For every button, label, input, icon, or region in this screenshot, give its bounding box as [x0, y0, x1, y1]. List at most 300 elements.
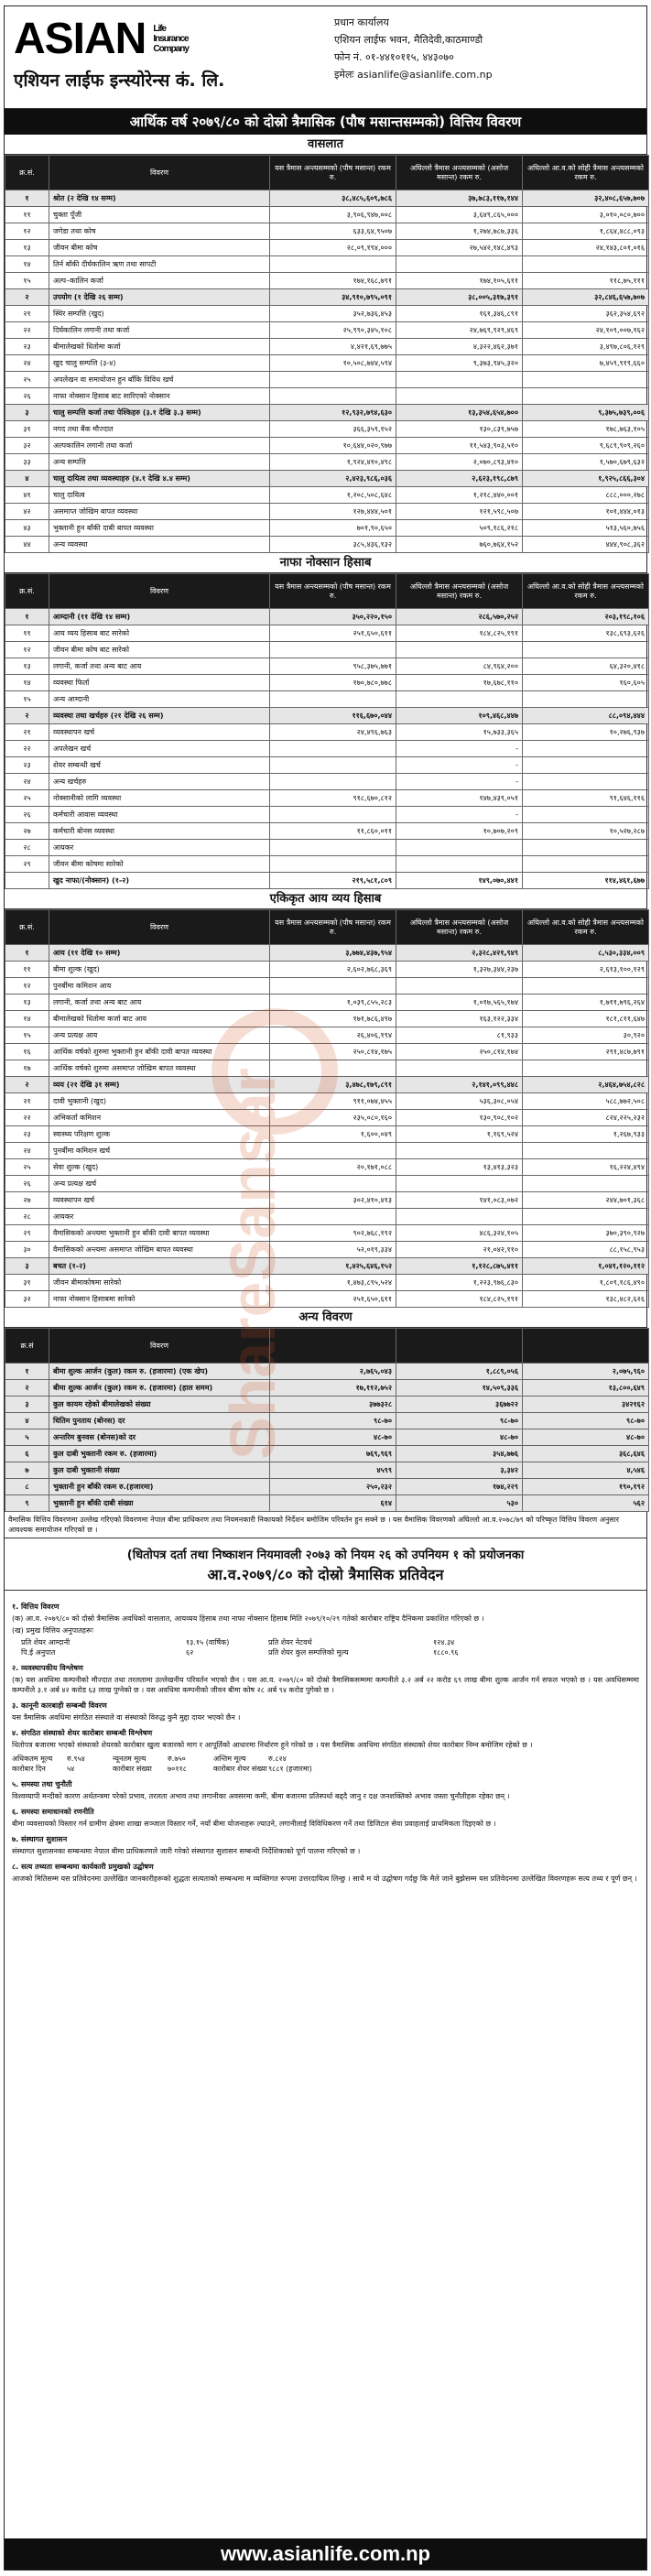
- row-value: [396, 856, 523, 873]
- row-number: २९: [5, 856, 49, 873]
- office-address: प्रधान कार्यालय एशियन लाईफ भवन, मैतिदेवी,काठमाण्डौ फोन नं. ०१-४४१०११५, ४४३०७० इमेलः asianlife@asianlife.com.np: [334, 16, 493, 81]
- row-value: [396, 1176, 523, 1192]
- row-value: ५३०: [396, 1495, 523, 1512]
- regulation-reference: (धितोपत्र दर्ता तथा निष्काशन नियमावली २०७३ को नियम २६ को उपनियम १ को प्रयोजनका: [126, 1549, 525, 1562]
- row-value: [523, 642, 649, 658]
- table-row: [5, 454, 649, 471]
- row-number: ४१: [5, 487, 49, 504]
- row-value: ३०,९२०: [523, 1027, 649, 1044]
- row-value: [523, 1209, 649, 1225]
- row-value: ७,४५९,९१९,६६०: [523, 355, 649, 372]
- row-value: ३६७७२२: [396, 1397, 523, 1413]
- row-value: १,२२३,९७६,८३०: [396, 1275, 523, 1291]
- row-value: [270, 978, 396, 995]
- table-row: [5, 207, 649, 223]
- table-row: [5, 1429, 649, 1446]
- report-section-heading: २. व्यवस्थापकीय विश्लेषण: [12, 1664, 83, 1672]
- column-header: यस त्रैमास अन्त्यसम्मको (पौष मसान्त) रकम रु.: [270, 156, 396, 190]
- table-row: [5, 1011, 649, 1027]
- table-row: [5, 1275, 649, 1291]
- row-value: ३६८,६४६: [523, 1446, 649, 1462]
- company-name-nepali: एशियन लाईफ इन्स्योरेन्स कं. लि.: [14, 71, 225, 91]
- row-value: २८६,५७०,२५२: [396, 609, 523, 625]
- row-number: ४३: [5, 520, 49, 537]
- row-value: ४८-७०: [270, 1429, 396, 1446]
- row-value: ९,६८९,९०९,२६०: [523, 438, 649, 454]
- row-value: [523, 372, 649, 388]
- row-value: १७४,१६८,७९१: [270, 273, 396, 289]
- row-value: [270, 642, 396, 658]
- row-label: आम्दानी (११ देखि १४ सम्म): [49, 609, 270, 625]
- row-value: ३६६,३५९,१५२: [270, 421, 396, 438]
- row-number: ३३: [5, 454, 49, 471]
- row-value: ९५८,३७५,७७१: [270, 658, 396, 675]
- column-header: अघिल्लो त्रैमास अन्त्यसम्मको (असोज मसान्त) रकम रु.: [396, 156, 523, 190]
- row-number: २१: [5, 724, 49, 741]
- row-value: ९,३७५,७३९,००६: [523, 405, 649, 421]
- row-number: २२: [5, 741, 49, 757]
- ratio-list: प्रति शेयर आम्दानी १३.१५ (वार्षिक) प्रति शेयर नेटवर्थ १२४.३४ पि.ई अनुपात ६२ प्रति शेयर कुल सम्पत्तिको मूल्य १८८०.९६: [21, 1638, 459, 1657]
- row-value: ११६,६७०,०४४: [270, 708, 396, 724]
- column-header: अघिल्लो त्रैमास अन्त्यसम्मको (असोज मसान्त) रकम रु.: [396, 910, 523, 945]
- table-row: [5, 1044, 649, 1060]
- report-section-heading: ६. समस्या समाधानको रणनीति: [12, 1808, 94, 1816]
- row-value: २६,४०६,१९४: [270, 1027, 396, 1044]
- row-label: अपलेखन वा समायोजन हुन बाँकि विविध खर्च: [49, 372, 270, 388]
- row-value: ३४,९१०,७९५,०९१: [270, 289, 396, 306]
- row-label: पुनर्बीमा कमिशन आय: [49, 978, 270, 995]
- row-value: -: [396, 741, 523, 757]
- other-details-table: [5, 1328, 649, 1512]
- row-value: १,९२५,८६६,३०४: [523, 471, 649, 487]
- row-number: ६: [5, 1446, 49, 1462]
- row-value: [523, 757, 649, 774]
- row-label: कुल दाबी भुक्तानी संख्या: [49, 1462, 270, 1479]
- row-value: [270, 774, 396, 790]
- row-label: शेयर सम्बन्धी खर्च: [49, 757, 270, 774]
- row-value: ९०२,७६८,१९२: [270, 1225, 396, 1242]
- row-value: [523, 840, 649, 856]
- row-value: ११८,७५,१११: [523, 273, 649, 289]
- table-row: [5, 1027, 649, 1044]
- report-section-heading: ५. समस्या तथा चुनौती: [12, 1780, 72, 1788]
- row-number: १२: [5, 223, 49, 240]
- row-value: [523, 807, 649, 823]
- column-header: यस त्रैमास अन्त्यसम्मको (पौष मसान्त) रकम रु.: [270, 574, 396, 609]
- row-value: ७०१,९०,६५०: [270, 520, 396, 537]
- row-label: जीवन बीमा कोषमा सारेको: [49, 856, 270, 873]
- logo-text: ASIAN: [14, 15, 146, 63]
- row-number: २१: [5, 1093, 49, 1110]
- row-value: ११,८६०,०११: [270, 823, 396, 840]
- row-value: २५०,८१४,१७४: [396, 1044, 523, 1060]
- row-label: बीमालेखको धितोमा कर्जा बाट आय: [49, 1011, 270, 1027]
- row-value: २,४६४,७५४,८२८: [523, 1077, 649, 1093]
- table-row: [5, 1413, 649, 1429]
- row-value: २,१४१,०९९,४४८: [396, 1077, 523, 1093]
- row-label: जीवन बीमा कोष बाट सारेको: [49, 642, 270, 658]
- table-row: [5, 1462, 649, 1479]
- row-value: २५०,२३२: [270, 1479, 396, 1495]
- table-row: [5, 1495, 649, 1512]
- row-value: ९,३७३,९४५,३२०: [396, 355, 523, 372]
- table-row: [5, 962, 649, 978]
- row-value: १,६००,०४९: [270, 1126, 396, 1143]
- row-number: १२: [5, 978, 49, 995]
- row-value: [270, 807, 396, 823]
- quarterly-report-body: [5, 1591, 646, 1889]
- row-value: २४४,७०१,३६८: [523, 1192, 649, 1209]
- row-number: १५: [5, 273, 49, 289]
- row-value: १,५७०,६७९,६३२: [523, 454, 649, 471]
- row-value: १७८,७६३,१०५: [523, 421, 649, 438]
- row-value: ११,५४३,९०३,५१०: [396, 438, 523, 454]
- row-value: १०,५२७,२८७: [523, 823, 649, 840]
- row-number: १६: [5, 1044, 49, 1060]
- report-paragraph: (क) आ.व. २०७९/८० को दोस्रो त्रैमासिक अवधिको वासलात, आयव्यय हिसाब तथा नाफा नोक्सान हिसाब मिति २०७९/१०/२९ गतेको कारोबार राष्ट्रिय दैनिकमा प्रकाशित गरिएको छ ।: [12, 1614, 484, 1623]
- row-label: व्यवस्थापन खर्च: [49, 724, 270, 741]
- row-value: १७४,१०५,६११: [396, 273, 523, 289]
- row-value: [523, 741, 649, 757]
- table-row: [5, 1242, 649, 1258]
- table-row: [5, 790, 649, 807]
- row-label: आय व्यय हिसाब बाट सारेको: [49, 625, 270, 642]
- row-number: २७: [5, 1192, 49, 1209]
- row-label: दिर्घकालिन लगानी तथा कर्जा: [49, 322, 270, 339]
- row-value: ९१८,६७०,८१२: [270, 790, 396, 807]
- report-section-heading: ३. कानूनी कारबाही सम्बन्धी विवरण: [12, 1701, 107, 1710]
- row-value: [270, 372, 396, 388]
- row-label: वैमासिकको अन्त्यमा असमाप्त जोखिम बापत व्यवस्था: [49, 1242, 270, 1258]
- row-value: [396, 256, 523, 273]
- table-row: [5, 823, 649, 840]
- row-label: वैमासिकको अन्त्यमा भुक्तानी हुन बाँकी दावी बापत व्यवस्था: [49, 1225, 270, 1242]
- table-row: [5, 273, 649, 289]
- row-value: [396, 691, 523, 708]
- row-value: [523, 856, 649, 873]
- table-header-row: [5, 574, 649, 609]
- row-value: [270, 1209, 396, 1225]
- row-value: २,६०२,७६८,३६९: [270, 962, 396, 978]
- row-value: ५२,०१९,३३४: [270, 1242, 396, 1258]
- row-value: ५६२: [523, 1495, 649, 1512]
- quarterly-report-title: आ.व.२०७९/८० को दोस्रो त्रैमासिक प्रतिवेदन: [5, 1564, 646, 1591]
- column-header: अघिल्लो त्रैमास अन्त्यसम्मको (असोज मसान्त) रकम रु.: [396, 574, 523, 609]
- row-label: चालु दायित्व: [49, 487, 270, 504]
- row-label: आय (११ देखि १० सम्म): [49, 945, 270, 962]
- row-value: [270, 1143, 396, 1159]
- row-number: ११: [5, 962, 49, 978]
- row-value: [523, 1060, 649, 1077]
- row-value: १७,११२,७५२: [270, 1380, 396, 1397]
- row-label: जीवन बीमा कोष: [49, 240, 270, 256]
- row-label: उपयोग (१ देखि २६ सम्म): [49, 289, 270, 306]
- row-number: ५: [5, 1429, 49, 1446]
- row-label: नगद तथा बैंक मौज्दात: [49, 421, 270, 438]
- row-value: ३,९०६,९४७,००८: [270, 207, 396, 223]
- table-row: [5, 757, 649, 774]
- row-label: व्यय (२१ देखि ३१ सम्म): [49, 1077, 270, 1093]
- column-header: अघिल्लो आ.व.को सोही त्रैमास अन्त्यसम्मको रकम रु.: [523, 574, 649, 609]
- row-value: १२,९३२,७९४,६३०: [270, 405, 396, 421]
- row-value: १३८,६९३,६२६: [523, 625, 649, 642]
- row-value: ३०२,४१०,४१३: [270, 1192, 396, 1209]
- table-row: [5, 807, 649, 823]
- income-expense-table: [5, 909, 649, 1308]
- column-header: [523, 1329, 649, 1364]
- row-value: ३८,००५,३१७,३९१: [396, 289, 523, 306]
- row-value: ४,३२२,४६२,३७१: [396, 339, 523, 355]
- row-label: बीमालेखको धितोमा कर्जा: [49, 339, 270, 355]
- table-row: [5, 421, 649, 438]
- row-value: १३०,९०८,१०२: [396, 1110, 523, 1126]
- column-header: क्र.सं.: [5, 156, 49, 190]
- row-value: ३५४,७७६: [396, 1446, 523, 1462]
- website-footer[interactable]: www.asianlife.com.np: [5, 2538, 646, 2570]
- row-number: २९: [5, 1225, 49, 1242]
- row-label: अन्य व्यवस्था: [49, 537, 270, 553]
- row-value: १४७,४३९,०५१: [396, 790, 523, 807]
- table-row: [5, 1077, 649, 1093]
- row-value: [270, 1060, 396, 1077]
- row-label: खुद नाफा/(नोक्सान) (१-२): [49, 873, 270, 889]
- row-value: [396, 978, 523, 995]
- row-label: पुनर्बीमा कमिशन खर्च: [49, 1143, 270, 1159]
- row-value: १०,२७६,९३७: [523, 724, 649, 741]
- column-header: विवरण: [49, 1329, 270, 1364]
- table-row: [5, 945, 649, 962]
- row-label: बीमा शुल्क (खुद): [49, 962, 270, 978]
- table-row: [5, 1380, 649, 1397]
- row-value: २७,५४२,१४८,४९३: [396, 240, 523, 256]
- row-value: ८८,०९४,४४४: [523, 708, 649, 724]
- row-value: २८,०९,१९४,०००: [270, 240, 396, 256]
- row-value: १६३,१२२,३३४: [396, 1011, 523, 1027]
- row-value: ३,६४९,८६५,०००: [396, 207, 523, 223]
- table-row: [5, 978, 649, 995]
- row-value: २४,१०९,००७,१६२: [523, 322, 649, 339]
- row-label: अन्य आम्दानी: [49, 691, 270, 708]
- row-value: ६४,३२०,४१८: [523, 658, 649, 675]
- table-row: [5, 1258, 649, 1275]
- row-value: ५८८,७७२,५०८: [523, 1093, 649, 1110]
- row-number: २: [5, 708, 49, 724]
- table-row: [5, 856, 649, 873]
- row-label: व्यवस्था तथा खर्चहरु (२१ देखि २६ सम्म): [49, 708, 270, 724]
- row-value: १७४,२२९: [396, 1479, 523, 1495]
- row-value: [523, 978, 649, 995]
- row-value: २,३२८,४२१,९४९: [396, 945, 523, 962]
- report-paragraph: बीमा व्यवसायको विस्तार गर्न ग्रामीण क्षेत्रमा शाखा सञ्जाल विस्तार गर्ने, नयाँ बीमा योजनाहरू ल्याउने, लगानीलाई विविधिकरण गर्ने तथा डिजिटल सेवा प्रवाहलाई प्राथमिकता दिइएको छ ।: [12, 1820, 496, 1828]
- row-label: लगानी, कर्जा तथा अन्य बाट आय: [49, 995, 270, 1011]
- row-value: २५१,६५०,६११: [270, 625, 396, 642]
- row-label: कुल दाबी भुक्तानी रकम रु. (हजारमा): [49, 1446, 270, 1462]
- column-header: अघिल्लो आ.व.को सोही त्रैमास अन्त्यसम्मको रकम रु.: [523, 910, 649, 945]
- report-paragraph: यस त्रैमासिक अवधिमा संगठित संस्थाले वा संस्थाको विरुद्ध कुनै मुद्दा दायर भएको छैन ।: [12, 1713, 241, 1722]
- row-value: ३४२१६२: [523, 1397, 649, 1413]
- row-value: [270, 856, 396, 873]
- row-number: २: [5, 1380, 49, 1397]
- row-value: २,०७५,९६०: [523, 1364, 649, 1380]
- row-label: धितिम पुनताय (बोनस) दर: [49, 1413, 270, 1429]
- row-value: ४८-७०: [523, 1429, 649, 1446]
- row-value: ८१,९३३: [396, 1027, 523, 1044]
- report-paragraph: (ख) प्रमुख वित्तिय अनुपातहरूः: [12, 1626, 93, 1635]
- row-value: ८,५३०,३३४,००९: [523, 945, 649, 962]
- row-label: आर्थिक वर्षको शुरुमा भुक्तानी हुन बाँकी दावी बापत व्यवस्था: [49, 1044, 270, 1060]
- row-value: ३,४९७,८०६,१२९: [523, 339, 649, 355]
- row-number: २३: [5, 339, 49, 355]
- row-number: ३: [5, 405, 49, 421]
- row-value: १६०,६०५: [523, 675, 649, 691]
- row-value: ६३३,६४,९५०७: [270, 223, 396, 240]
- row-label: भुक्तानी हुन बाँकी दाबी बापत व्यवस्था: [49, 520, 270, 537]
- row-label: व्यवस्था फिर्ता: [49, 675, 270, 691]
- row-number: [5, 873, 49, 889]
- row-value: १६,२२४,४९४: [523, 1159, 649, 1176]
- row-value: १८१,८११,६४७: [523, 1011, 649, 1027]
- table-row: [5, 609, 649, 625]
- row-value: ३,७७४,४३७,९५४: [270, 945, 396, 962]
- row-value: ४५९९: [270, 1462, 396, 1479]
- table-row: [5, 1176, 649, 1192]
- row-value: ५०९,१८६,२१८: [396, 520, 523, 537]
- row-number: १७: [5, 1060, 49, 1077]
- row-value: [270, 741, 396, 757]
- row-value: १८४,८२५,१९१: [396, 625, 523, 642]
- row-value: [396, 388, 523, 405]
- row-number: १: [5, 945, 49, 962]
- row-number: ७: [5, 1462, 49, 1479]
- row-value: ६१४: [270, 1495, 396, 1512]
- table-row: [5, 1225, 649, 1242]
- row-value: ९८-७०: [270, 1413, 396, 1429]
- row-value: १४१,०८३,०७२: [396, 1192, 523, 1209]
- row-value: २४,१४३,८०१,०१६: [523, 240, 649, 256]
- row-label: कर्मचारी बोनस व्यवस्था: [49, 823, 270, 840]
- table-row: [5, 1093, 649, 1110]
- row-value: ४,५४६: [523, 1462, 649, 1479]
- row-value: ५३६,३०८,०५४: [396, 1093, 523, 1110]
- row-value: ३८,४८५,६०९,७८६: [270, 190, 396, 207]
- row-value: १,२०८,५०८,६४८: [270, 487, 396, 504]
- row-number: २८: [5, 1209, 49, 1225]
- row-value: ३२,४०८,६५७,७०७: [523, 190, 649, 207]
- row-value: १७,६७८,११०: [396, 675, 523, 691]
- row-value: ३६२,३५४,६९२: [523, 306, 649, 322]
- row-label: जगेडा तथा कोष: [49, 223, 270, 240]
- row-value: ४८-७०: [396, 1429, 523, 1446]
- row-number: १३: [5, 658, 49, 675]
- row-value: ७६९,९६९: [270, 1446, 396, 1462]
- table-row: [5, 504, 649, 520]
- row-value: २३५,०८०,१६०: [270, 1110, 396, 1126]
- row-value: १२७,४४४,५०१: [270, 504, 396, 520]
- row-label: अल्प–कालिन कर्जा: [49, 273, 270, 289]
- row-number: १५: [5, 691, 49, 708]
- row-value: २,६२३,१९८,८७९: [396, 471, 523, 487]
- row-value: [396, 642, 523, 658]
- row-value: २५,९९०,३४५,१०८: [270, 322, 396, 339]
- table-row: [5, 675, 649, 691]
- row-label: असमाप्त जोखिम बापत व्यवस्था: [49, 504, 270, 520]
- row-value: १,८६४,४८८,०९३: [523, 223, 649, 240]
- row-value: १,३२७,३४४,२३७: [396, 962, 523, 978]
- row-value: १०९,४६८,४४७: [396, 708, 523, 724]
- table-row: [5, 1291, 649, 1308]
- table-row: [5, 708, 649, 724]
- table-row: [5, 223, 649, 240]
- row-value: १,८८९,०५६: [396, 1364, 523, 1380]
- row-number: १३: [5, 995, 49, 1011]
- row-value: १३,८००,६४९: [523, 1380, 649, 1397]
- row-value: [270, 388, 396, 405]
- row-label: नाफा नोक्सान हिसाब बाट सारिएको नोक्सान: [49, 388, 270, 405]
- row-label: अन्य प्रत्यक्ष आय: [49, 1027, 270, 1044]
- table-row: [5, 741, 649, 757]
- row-value: १३,३५४,६५४,७००: [396, 405, 523, 421]
- header: [5, 6, 646, 109]
- column-header: क्र.सं.: [5, 574, 49, 609]
- row-value: १,१६९,५२४: [396, 1126, 523, 1143]
- row-value: [270, 757, 396, 774]
- row-label: अन्य सम्पत्ति: [49, 454, 270, 471]
- table-row: [5, 1397, 649, 1413]
- row-label: बीमा शुल्क आर्जन (कुल) रकम रु. (हजारमा) (एक खेप): [49, 1364, 270, 1380]
- row-value: १,९२४,४१०,४९८: [270, 454, 396, 471]
- row-value: १,४२५,६४६,१५२: [270, 1258, 396, 1275]
- row-value: १,०३९,८५५,२८३: [270, 995, 396, 1011]
- row-value: २०३,१९८,१०६: [523, 609, 649, 625]
- row-value: १४९,०७०,४४१: [396, 873, 523, 889]
- row-value: [396, 840, 523, 856]
- row-number: २८: [5, 840, 49, 856]
- row-value: -: [396, 774, 523, 790]
- row-value: १८४,८२५,१९१: [396, 1291, 523, 1308]
- row-value: ४४४,९०८,३६२: [523, 537, 649, 553]
- row-value: २,०७०,८९३,४१०: [396, 454, 523, 471]
- row-value: ३७,७८३,११७,१४४: [396, 190, 523, 207]
- row-label: लगानी, कर्जा तथा अन्य बाट आय: [49, 658, 270, 675]
- row-value: ९८-७०: [396, 1413, 523, 1429]
- report-section-heading: ८. सत्य तथ्यता सम्बन्धमा कार्यकारी प्रमुखको उद्घोषण: [12, 1863, 154, 1871]
- row-value: ३५२,७३६,४५३: [270, 306, 396, 322]
- row-value: १०,६४४,०२०,९७७: [270, 438, 396, 454]
- row-number: १४: [5, 675, 49, 691]
- row-value: ९८-७०: [523, 1413, 649, 1429]
- row-number: २२: [5, 1110, 49, 1126]
- row-number: ३२: [5, 1291, 49, 1308]
- row-value: ११४,४६१,६७७: [523, 873, 649, 889]
- row-value: २,४२३,९८६,०३६: [270, 471, 396, 487]
- table-row: [5, 724, 649, 741]
- row-value: १,४७३,८९५,५२४: [270, 1275, 396, 1291]
- column-header: विवरण: [49, 910, 270, 945]
- row-value: ४,४२१,६९,७७५: [270, 339, 396, 355]
- row-value: ३७०,३९०,९२७: [523, 1225, 649, 1242]
- row-value: २१९,५८१,८०९: [270, 873, 396, 889]
- row-value: १३०,८३९,७५७: [396, 421, 523, 438]
- row-number: २३: [5, 1126, 49, 1143]
- table-row: [5, 1060, 649, 1077]
- table-row: [5, 1159, 649, 1176]
- row-number: १: [5, 190, 49, 207]
- share-trade-summary: अधिकतम मूल्य रु.९५४ न्यूनतम मूल्य रु.७५० अन्तिम मूल्य रु.८२४ कारोबार दिन ५४ कारोबार संख्या ७०११८ कारोबार शेयर संख्या ९८८१ (हजारमा): [12, 1755, 312, 1773]
- row-value: २९१,४८७,७९१: [523, 1044, 649, 1060]
- table-row: [5, 1192, 649, 1209]
- balance-sheet-table: [5, 155, 649, 553]
- table-row: [5, 1209, 649, 1225]
